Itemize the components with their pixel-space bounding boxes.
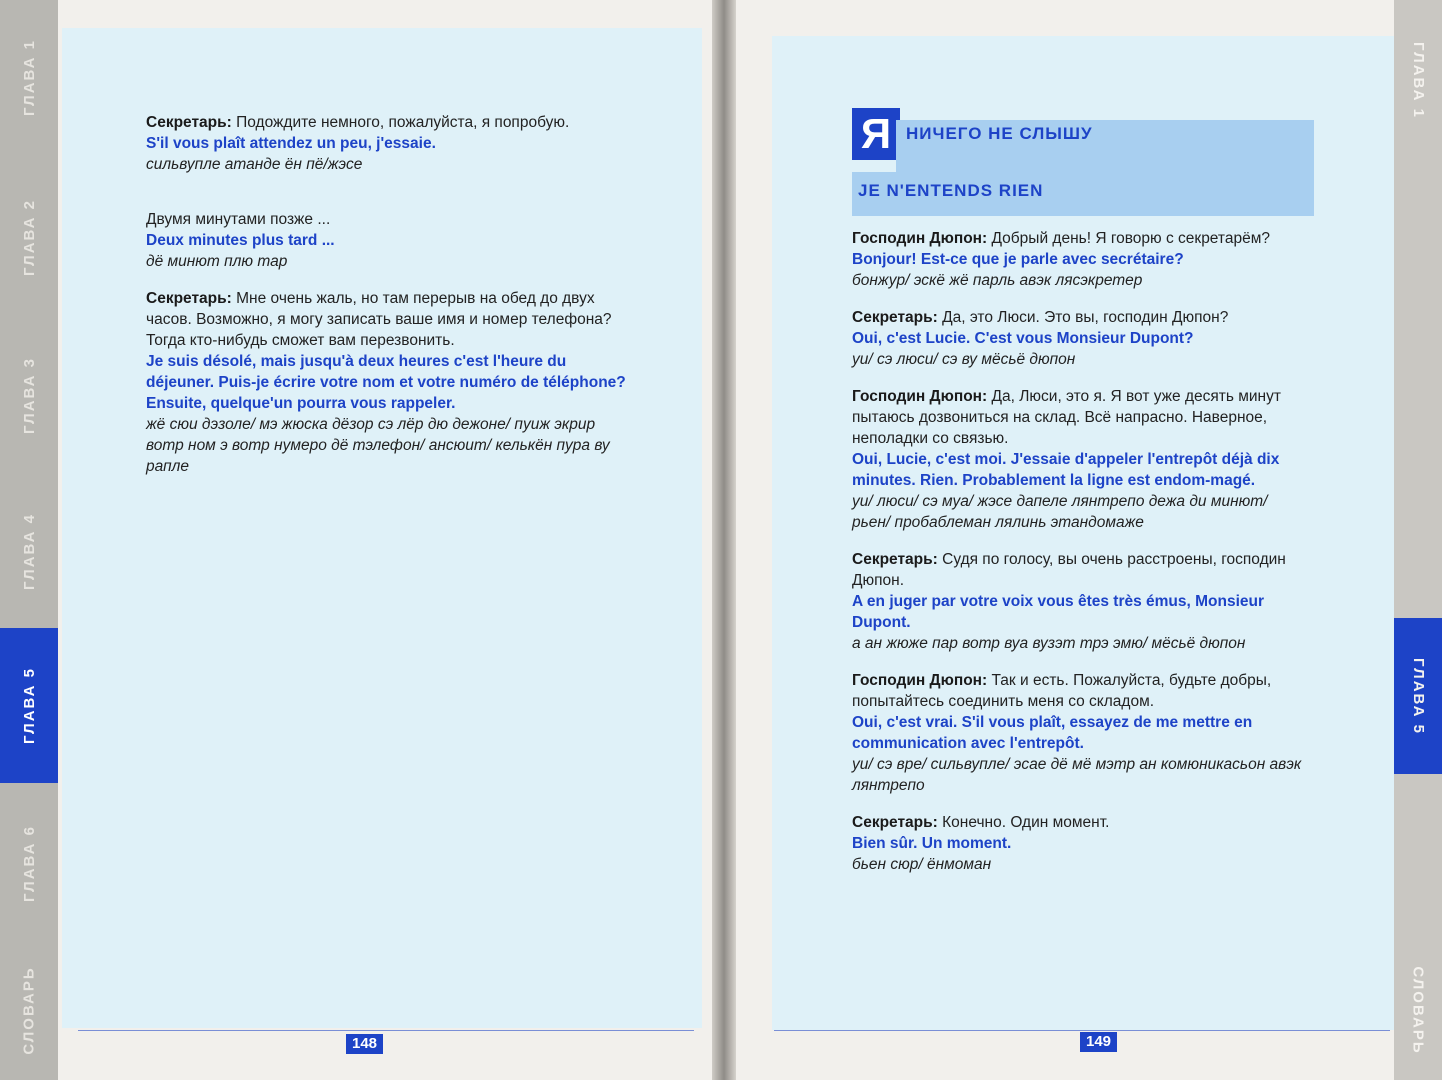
footer-rule (78, 1030, 694, 1031)
section-title-ru: НИЧЕГО НЕ СЛЫШУ (896, 120, 1314, 172)
transcription-line: сильвупле атанде ён пё/жэсе (146, 156, 363, 173)
speaker-label: Секретарь: (852, 551, 938, 568)
russian-line: Так и есть. Пожалуйста, будьте добры, попытайтесь соединить меня со складом. (852, 672, 1272, 710)
speaker-label: Секретарь: (852, 814, 938, 831)
tab-chapter-5[interactable]: ГЛАВА 5 (0, 628, 58, 783)
transcription-line: бонжур/ эскё жё парль авэк лясэкретер (852, 272, 1143, 289)
dialogue-block (852, 307, 1302, 370)
transcription-line: дё минют плю тар (146, 253, 288, 270)
footer-rule (774, 1030, 1390, 1031)
russian-line: Судя по голосу, вы очень расстроены, господин Дюпон. (852, 551, 1286, 589)
left-dialogue (146, 112, 626, 493)
dialogue-block (852, 228, 1302, 291)
tab-chapter-1[interactable]: ГЛАВА 1 (20, 39, 38, 116)
dialogue-block (146, 288, 626, 477)
dialogue-block (852, 386, 1302, 533)
speaker-label: Секретарь: (852, 309, 938, 326)
french-line: Deux minutes plus tard ... (146, 232, 335, 249)
speaker-label: Секретарь: (146, 290, 232, 307)
right-chapter-tabs (1394, 0, 1442, 1080)
dialogue-block (146, 112, 626, 175)
russian-line: Да, это Люси. Это вы, господин Дюпон? (937, 309, 1229, 326)
transcription-line: бьен сюр/ ёнмоман (852, 856, 992, 873)
dialogue-block (852, 549, 1302, 654)
tab-chapter-2[interactable]: ГЛАВА 2 (20, 199, 38, 276)
transcription-line: уи/ люси/ сэ муа/ жэсе дапеле лянтрепо дежа ди минют/ рьен/ пробаблеман лялинь этандомаже (852, 493, 1268, 531)
tab-dictionary[interactable]: СЛОВАРЬ (20, 965, 38, 1055)
tab-chapter-6[interactable]: ГЛАВА 6 (20, 824, 38, 902)
tab-chapter-1[interactable]: ГЛАВА 1 (1409, 41, 1427, 119)
french-line: A en juger par votre voix vous êtes très émus, Monsieur Dupont. (852, 593, 1265, 631)
dialogue-block (146, 209, 626, 272)
speaker-label: Господин Дюпон: (852, 388, 988, 405)
french-line: Oui, Lucie, c'est moi. J'essaie d'appeler l'entrepôt déjà dix minutes. Rien. Probablement la ligne est endom-magé. (852, 451, 1280, 489)
book-gutter (712, 0, 736, 1080)
tab-chapter-3[interactable]: ГЛАВА 3 (20, 357, 38, 434)
dialogue-block (852, 812, 1302, 875)
tab-dictionary[interactable]: СЛОВАРЬ (1409, 965, 1427, 1055)
speaker-label: Секретарь: (146, 114, 232, 131)
russian-line: Добрый день! Я говорю с секретарём? (987, 230, 1270, 247)
left-chapter-tabs (0, 0, 58, 1080)
french-line: Je suis désolé, mais jusqu'à deux heures c'est l'heure du déjeuner. Puis-je écrire votre nom et votre numéro de téléphone? Ensuite, quelque'un pourra vous rappeler. (146, 353, 626, 412)
title-initial-letter: Я (852, 108, 900, 160)
french-line: S'il vous plaît attendez un peu, j'essaie. (146, 135, 436, 152)
russian-line: Да, Люси, это я. Я вот уже десять минут пытаюсь дозвониться на склад. Всё напрасно. Наверное, неполадки со связью. (852, 388, 1281, 447)
transcription-line: жё сюи дэзоле/ мэ жюска дёзор сэ лёр дю дежоне/ пуиж экрир вотр ном э вотр нумеро дё тэлефон/ ансюит/ келькён пура ву рапле (146, 416, 610, 475)
french-line: Oui, c'est vrai. S'il vous plaît, essayez de me mettre en communication avec l'entrepôt. (852, 714, 1253, 752)
transcription-line: уи/ сэ вре/ сильвупле/ эсае дё мё мэтр ан комюникасьон авэк лянтрепо (852, 756, 1302, 794)
section-title-fr: JE N'ENTENDS RIEN (852, 172, 1314, 216)
speaker-label: Господин Дюпон: (852, 230, 988, 247)
french-line: Oui, c'est Lucie. C'est vous Monsieur Dupont? (852, 330, 1194, 347)
tab-chapter-5[interactable]: ГЛАВА 5 (1394, 618, 1442, 774)
russian-line: Двумя минутами позже ... (146, 211, 331, 228)
french-line: Bonjour! Est-ce que je parle avec secrétaire? (852, 251, 1184, 268)
transcription-line: уи/ сэ люси/ сэ ву мёсьё дюпон (852, 351, 1076, 368)
dialogue-block (852, 670, 1302, 796)
transcription-line: а ан жюже пар вотр вуа вузэт трэ эмю/ мёсьё дюпон (852, 635, 1246, 652)
right-dialogue (852, 228, 1302, 891)
french-line: Bien sûr. Un moment. (852, 835, 1012, 852)
speaker-label: Господин Дюпон: (852, 672, 988, 689)
russian-line: Мне очень жаль, но там перерыв на обед до двух часов. Возможно, я могу записать ваше имя и номер телефона? Тогда кто-нибудь сможет вам перезвонить. (146, 290, 612, 349)
page-number: 149 (1080, 1032, 1117, 1052)
russian-line: Подождите немного, пожалуйста, я попробую. (231, 114, 570, 131)
russian-line: Конечно. Один момент. (937, 814, 1110, 831)
tab-chapter-4[interactable]: ГЛАВА 4 (20, 512, 38, 590)
page-number: 148 (346, 1034, 383, 1054)
